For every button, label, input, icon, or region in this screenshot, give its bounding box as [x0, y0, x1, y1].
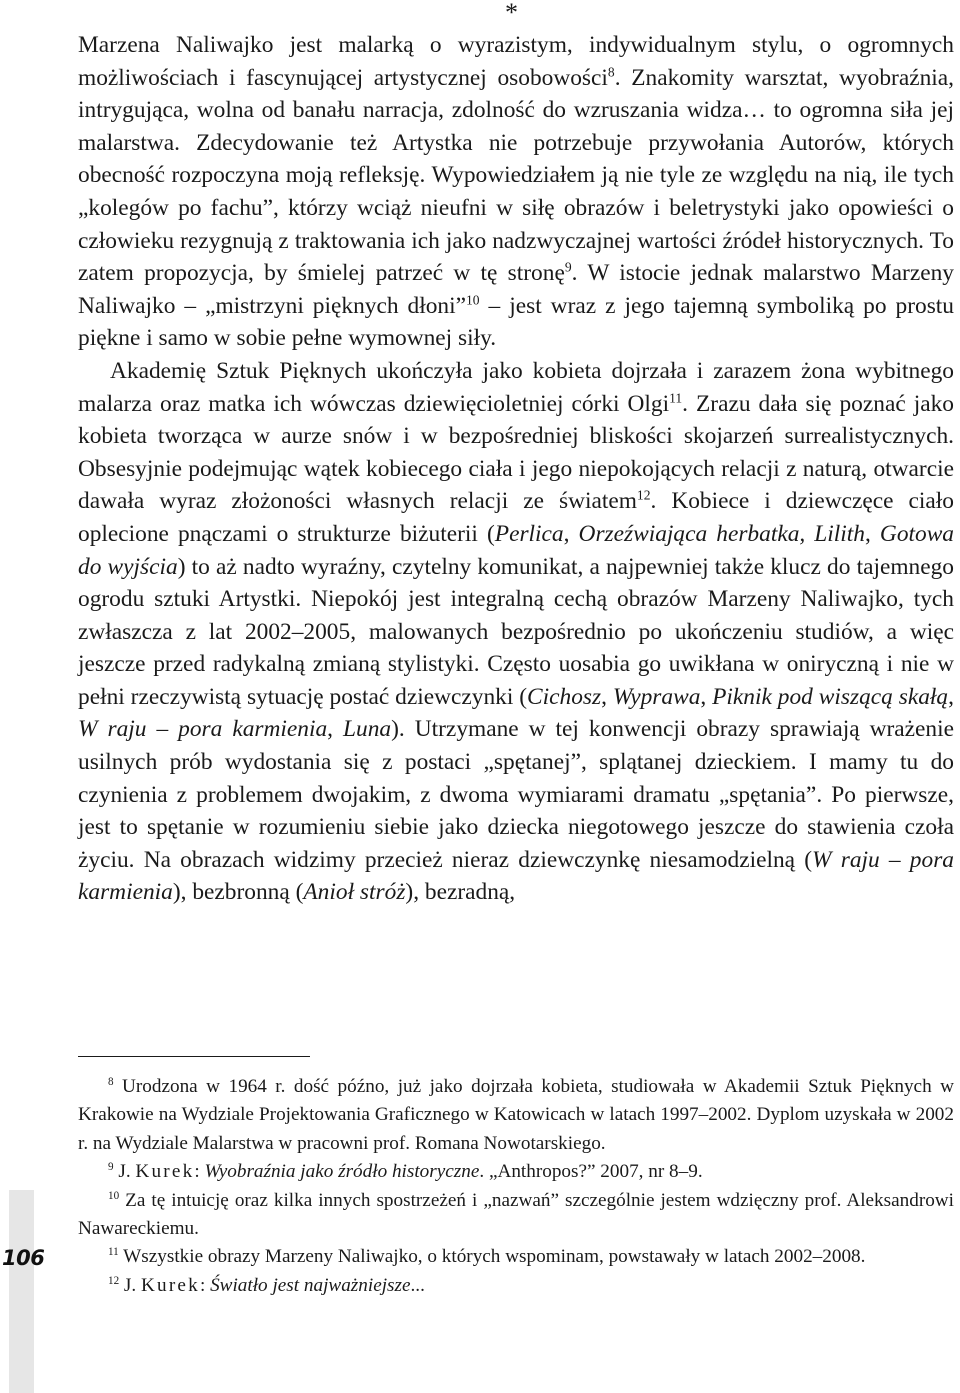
footnote — [78, 1243, 954, 1271]
text-run: ) to aż nadto wyraźny, czytelny komunikat, a najpewniej także klucz do tajemnego ogrodu sztuki Artystki. Niepokój jest integralną cechą obrazów Marzeny Naliwajko, tych zwłaszcza z lat 2002–2005, malowanych bezpośrednio po ukończeniu studiów, a więc jeszcze przed radykalną zmianą stylistyki. Często uosabia go uwikłana w oniryczną i nie w pełni rzeczywistą sytuację postać dziewczynki ( — [78, 553, 954, 710]
artwork-title: W raju – pora karmienia — [78, 716, 328, 743]
artwork-title: Wyprawa — [612, 683, 701, 710]
footnote-marker: 11 — [108, 1246, 119, 1259]
author-surname: Kurek — [140, 1274, 200, 1296]
text-run: ... — [410, 1274, 425, 1296]
text-run: J. — [119, 1274, 141, 1296]
artwork-title: Piknik pod wiszącą skałą — [712, 683, 949, 710]
footnote-marker: 8 — [108, 1076, 114, 1089]
footnote-marker: 10 — [108, 1189, 120, 1202]
paragraph — [78, 29, 954, 355]
artwork-title: W raju – pora karmienia — [78, 846, 954, 906]
artwork-title: Perlica — [494, 520, 564, 547]
text-run: ), bezradną, — [405, 879, 516, 906]
artwork-title: Cichosz — [527, 683, 602, 710]
text-run: , — [865, 520, 880, 547]
text-run: , — [700, 683, 713, 710]
text-run: Urodzona w 1964 r. dość późno, już jako dojrzała kobieta, studiowała w Akademii Sztuk Pięknych w Krakowie na Wydziale Projektowania Graficznego w Katowicach w latach 1997–2002. Dyplom uzyskała w 2002 r. na Wydziale Malarstwa w pracowni prof. Romana Nowotarskiego. — [78, 1076, 954, 1154]
text-run: . „Anthropos?” 2007, nr 8–9. — [479, 1161, 703, 1183]
section-asterisk: * — [505, 0, 518, 27]
text-run: , — [327, 716, 344, 743]
text-run: : — [199, 1274, 211, 1296]
artwork-title: Luna — [343, 716, 392, 743]
body-text — [78, 29, 954, 909]
footnote-marker: 10 — [466, 292, 480, 308]
text-run: J. — [113, 1161, 136, 1183]
footnote — [78, 1158, 954, 1186]
footnote-marker: 8 — [607, 64, 615, 80]
text-run: . Znakomity warsztat, wyobraźnia, intrygująca, wolna od banału narracja, zdolność do wzruszania widza… to ogromna siła jej malarstwa. Zdecydowanie też Artystka nie potrzebuje przywołania Autorów, których obecność rozpoczyna moją refleksję. Wypowiedziałem ją nie tyle ze względu na nią, ile tych „kolegów po fachu”, którzy wciąż nieufni w siłę obrazów i beletrystyki jako opowieści o człowieku rezygnują z traktowania ich jako nadzwyczajnej wartości źródeł historycznych. To zatem propozycja, by śmielej patrzeć w tę stronę — [78, 64, 955, 287]
footnote — [78, 1272, 954, 1300]
artwork-title: Wyobraźnia jako źródło historyczne — [204, 1161, 480, 1183]
text-run: , — [948, 683, 954, 710]
artwork-title: Orzeźwiająca herbatka, Lilith — [578, 520, 866, 547]
text-run: . Kobiece i dziewczęce ciało oplecione pnączami o strukturze biżuterii ( — [78, 488, 954, 547]
footnote-separator — [78, 1056, 310, 1057]
footnotes — [78, 1073, 954, 1300]
footnote-marker: 9 — [108, 1161, 114, 1174]
text-run: , — [601, 683, 613, 710]
text-run: ), bezbronną ( — [172, 879, 304, 906]
text-run: ). Utrzymane w tej konwencji obrazy sprawiają wrażenie usilnych prób wydostania się z postaci „spętanej”, splątanej dzieckiem. I mamy tu do czynienia z problemem dwojakim, z dwoma wymiarami dramatu „spętania”. Po pierwsze, jest to spętanie w rozumieniu siebie jako dziecka niegotowego jeszcze do stawienia czoła życiu. Na obrazach widzimy przecież nieraz dziewczynkę niesamodzielną ( — [78, 716, 954, 873]
text-run: Wszystkie obrazy Marzeny Naliwajko, o których wspominam, powstawały w latach 2002–2008. — [118, 1246, 866, 1268]
footnote-marker: 11 — [669, 390, 683, 406]
text-run: . Zrazu dała się poznać jako kobieta tworząca w aurze snów i w bezpośredniej bliskości skojarzeń surrealistycznych. Obsesyjnie podejmując wątek kobiecego ciała i jego niepokojących relacji z naturą, otwarcie dawała wyraz złożoności własnych relacji ze światem — [78, 390, 954, 515]
text-run: . W istocie jednak malarstwo Marzeny Naliwajko – „mistrzyni pięknych dłoni” — [78, 260, 954, 319]
artwork-title: Anioł stróż — [303, 879, 406, 906]
page-margin-bar — [9, 1190, 34, 1393]
text-run: Akademię Sztuk Pięknych ukończyła jako kobieta dojrzała i zarazem żona wybitnego malarza oraz matka ich wówczas dziewięcioletniej córki Olgi — [78, 357, 954, 417]
artwork-title: Światło jest najważniejsze — [210, 1274, 411, 1296]
footnote-marker: 12 — [108, 1274, 120, 1287]
text-run: Za tę intuicję oraz kilka innych spostrzeżeń i „nazwań” szczególnie jestem wdzięczny prof. Aleksandrowi Nawareckiemu. — [78, 1189, 954, 1240]
footnote — [78, 1187, 954, 1244]
artwork-title: Gotowa do wyjścia — [78, 520, 954, 580]
paragraph — [78, 355, 954, 909]
text-run: : — [194, 1161, 205, 1183]
footnote-marker: 12 — [636, 487, 651, 503]
footnote-marker: 9 — [564, 259, 572, 275]
text-run: , — [563, 520, 579, 547]
text-run: – jest wraz z jego tajemną symboliką po prostu piękne i samo w sobie pełne wymownej siły. — [78, 292, 955, 352]
author-surname: Kurek — [135, 1161, 195, 1183]
footnote — [78, 1073, 954, 1158]
page-number: 106 — [2, 1246, 45, 1270]
text-run: Marzena Naliwajko jest malarką o wyrazistym, indywidualnym stylu, o ogromnych możliwościach i fascynującej artystycznej osobowości — [78, 32, 954, 91]
